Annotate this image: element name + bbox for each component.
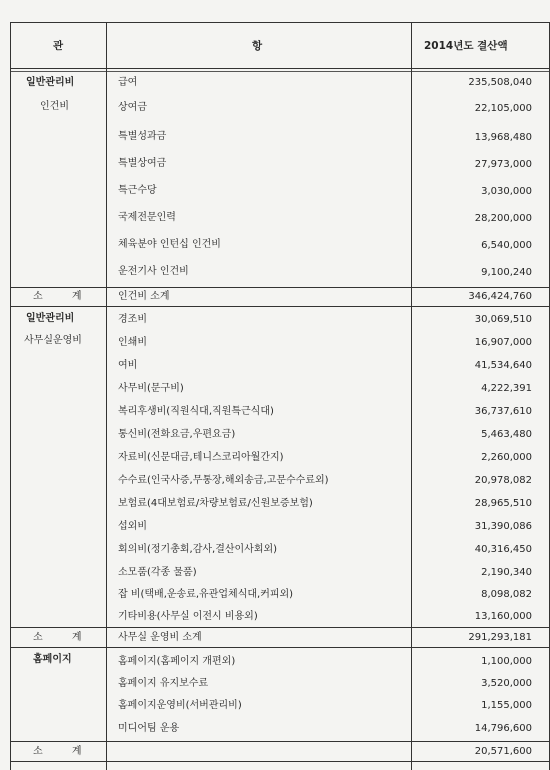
column-divider bbox=[411, 22, 412, 770]
amount-value: 235,508,040 bbox=[468, 77, 532, 88]
item-label: 섭외비 bbox=[118, 521, 147, 532]
amount-value: 5,463,480 bbox=[481, 429, 532, 440]
item-label: 여비 bbox=[118, 360, 138, 371]
section-gwan-label: 일반관리비 bbox=[26, 77, 75, 88]
amount-value: 4,222,391 bbox=[481, 383, 532, 394]
subtotal-left-label: 소 계 bbox=[33, 746, 82, 757]
item-label: 특별상여금 bbox=[118, 158, 167, 169]
subtotal-left-label: 소 계 bbox=[33, 291, 82, 302]
subtotal-amount: 20,571,600 bbox=[474, 746, 532, 757]
item-label: 급여 bbox=[118, 77, 138, 88]
section-sub-label: 인건비 bbox=[40, 101, 69, 112]
item-label: 홈페이지 유지보수료 bbox=[118, 678, 209, 689]
amount-value: 3,520,000 bbox=[481, 678, 532, 689]
item-label: 경조비 bbox=[118, 314, 147, 325]
amount-value: 41,534,640 bbox=[474, 360, 532, 371]
amount-value: 28,200,000 bbox=[474, 213, 532, 224]
item-label: 보험료(4대보험료/차량보험료/신원보증보험) bbox=[118, 498, 313, 509]
header-hang: 항 bbox=[252, 40, 263, 52]
item-label: 상여금 bbox=[118, 102, 147, 113]
item-label: 자료비(신문대금,테니스코리아월간지) bbox=[118, 452, 284, 463]
amount-value: 6,540,000 bbox=[481, 240, 532, 251]
item-label: 사무비(문구비) bbox=[118, 383, 184, 394]
section-gwan-label: 일반관리비 bbox=[26, 313, 75, 324]
subtotal-label: 사무실 운영비 소계 bbox=[118, 632, 202, 643]
amount-value: 2,260,000 bbox=[481, 452, 532, 463]
amount-value: 2,190,340 bbox=[481, 567, 532, 578]
amount-value: 8,098,082 bbox=[481, 589, 532, 600]
amount-value: 13,968,480 bbox=[474, 132, 532, 143]
item-label: 미디어팀 운용 bbox=[118, 723, 180, 734]
amount-value: 36,737,610 bbox=[474, 406, 532, 417]
item-label: 통신비(전화요금,우편요금) bbox=[118, 429, 236, 440]
item-label: 소모품(각종 물품) bbox=[118, 567, 197, 578]
amount-value: 16,907,000 bbox=[474, 337, 532, 348]
subtotal-left-label: 소 계 bbox=[33, 632, 82, 643]
amount-value: 20,978,082 bbox=[474, 475, 532, 486]
amount-value: 22,105,000 bbox=[474, 103, 532, 114]
item-label: 홈페이지(홈페이지 개편외) bbox=[118, 656, 236, 667]
amount-value: 9,100,240 bbox=[481, 267, 532, 278]
amount-value: 14,796,600 bbox=[474, 723, 532, 734]
amount-value: 40,316,450 bbox=[474, 544, 532, 555]
item-label: 수수료(인국사증,무통장,해외송금,고문수수료외) bbox=[118, 475, 329, 486]
column-divider bbox=[106, 22, 107, 770]
item-label: 인쇄비 bbox=[118, 337, 147, 348]
left-border bbox=[10, 22, 11, 770]
item-label: 체육분야 인턴십 인건비 bbox=[118, 239, 221, 250]
amount-value: 30,069,510 bbox=[474, 314, 532, 325]
amount-value: 1,155,000 bbox=[481, 700, 532, 711]
amount-value: 31,390,086 bbox=[474, 521, 532, 532]
subtotal-amount: 346,424,760 bbox=[468, 291, 532, 302]
amount-value: 13,160,000 bbox=[474, 611, 532, 622]
item-label: 잡 비(택배,운송료,유관업체식대,커피외) bbox=[118, 589, 294, 600]
item-label: 회의비(정기총회,감사,결산이사회외) bbox=[118, 544, 278, 555]
header-gwan: 관 bbox=[53, 40, 64, 52]
item-label: 기타비용(사무실 이전시 비용외) bbox=[118, 611, 258, 622]
section-gwan-label: 홈페이지 bbox=[33, 654, 72, 665]
subtotal-amount: 291,293,181 bbox=[468, 632, 532, 643]
section-sub-label: 사무실운영비 bbox=[24, 335, 82, 346]
item-label: 운전기사 인건비 bbox=[118, 266, 189, 277]
item-label: 특별성과금 bbox=[118, 131, 167, 142]
header-amount: 2014년도 결산액 bbox=[424, 40, 508, 52]
amount-value: 28,965,510 bbox=[474, 498, 532, 509]
item-label: 복리후생비(직원식대,직원특근식대) bbox=[118, 406, 274, 417]
item-label: 특근수당 bbox=[118, 185, 157, 196]
amount-value: 3,030,000 bbox=[481, 186, 532, 197]
subtotal-label: 인건비 소계 bbox=[118, 291, 170, 302]
item-label: 홈페이지운영비(서버관리비) bbox=[118, 700, 242, 711]
amount-column bbox=[414, 0, 532, 770]
amount-value: 27,973,000 bbox=[474, 159, 532, 170]
amount-value: 1,100,000 bbox=[481, 656, 532, 667]
item-label: 국제전문인력 bbox=[118, 212, 176, 223]
